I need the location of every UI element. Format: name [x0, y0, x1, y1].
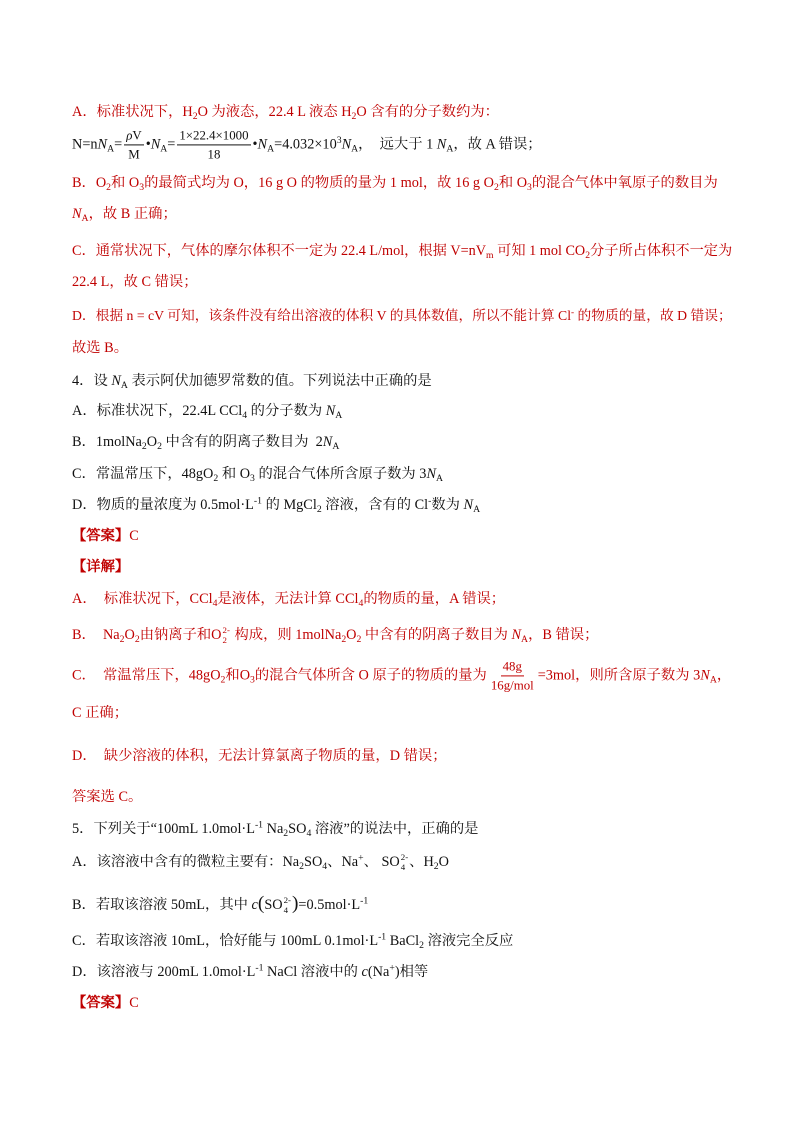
italic-symbol: N	[700, 667, 710, 684]
text-run: 的 MgCl	[262, 497, 317, 513]
italic-symbol: N	[341, 136, 352, 153]
subscript: 2	[316, 504, 322, 516]
text-run: =4.032×10	[274, 136, 337, 153]
superscript: -	[428, 495, 432, 507]
text-run: )相等	[394, 964, 429, 980]
subscript: 4	[242, 410, 248, 422]
text-run: •	[145, 136, 151, 153]
q4-option-b	[72, 432, 339, 452]
text-run: 可知 1 mol CO	[493, 243, 586, 259]
fraction	[177, 127, 250, 162]
fraction-denominator	[206, 146, 223, 163]
fraction-numerator	[124, 127, 143, 145]
text-run: O	[346, 626, 357, 643]
italic-symbol: N	[436, 136, 447, 153]
q4-detail-label	[72, 557, 129, 577]
q4-detail-c-cont	[72, 703, 128, 723]
text-run: 48g	[502, 659, 522, 674]
subscript: 2	[220, 674, 226, 686]
q4-detail-b	[72, 625, 598, 645]
subscript: A	[267, 143, 275, 155]
text-run: 答案选 C。	[72, 789, 143, 805]
text-run: 、H	[409, 853, 434, 870]
superscript: -1	[378, 931, 387, 943]
text-run: 和 O	[218, 466, 251, 482]
text-run: 的分子数为	[247, 403, 326, 419]
text-run: B．1molNa	[72, 434, 142, 450]
subscript: A	[332, 441, 340, 453]
q4-detail-a	[72, 589, 505, 609]
text-run: 、 SO	[363, 853, 400, 870]
text-run: A．标准状况下，22.4L CCl	[72, 403, 243, 419]
subscript: 2	[341, 634, 347, 646]
text-run: ， 远大于 1	[358, 136, 437, 153]
text-run: 溶液，含有的 Cl	[321, 497, 429, 513]
text-run: D．根据 n = cV 可知，该条件没有给出溶液的体积 V 的具体数值，所以不能计算 Cl	[72, 308, 572, 323]
text-run: 和 O	[111, 175, 140, 191]
subscript: 2	[351, 111, 357, 123]
subscript: 3	[139, 182, 145, 194]
subscript: A	[446, 143, 454, 155]
italic-symbol: c	[251, 896, 258, 913]
superscript: 3	[336, 134, 342, 146]
text-run: C 正确；	[72, 705, 129, 721]
italic-symbol: c	[361, 964, 368, 980]
q5-option-a	[72, 852, 449, 872]
large-parenthesis: (	[257, 892, 265, 914]
text-run: ，故 A 错误；	[453, 136, 542, 153]
subscript: 3	[527, 182, 532, 194]
superscript: +	[389, 962, 395, 974]
q4-option-d	[72, 495, 480, 515]
subscript: A	[335, 410, 343, 422]
q4-option-c	[72, 464, 443, 484]
italic-symbol: N	[257, 136, 268, 153]
q4-option-a	[72, 401, 342, 421]
bold-label: 【答案】	[72, 995, 130, 1011]
q5-stem	[72, 819, 478, 839]
subscript: 2	[192, 111, 198, 123]
text-run: SO	[264, 896, 283, 913]
text-run: C	[129, 995, 139, 1011]
charge-stack	[401, 853, 408, 872]
text-run: D． 缺少溶液的体积，无法计算氯离子物质的量，D 错误；	[72, 748, 447, 764]
bold-label: 【答案】	[72, 528, 130, 544]
q5-answer	[72, 993, 139, 1013]
text-run: =3mol，则所含原子数为 3	[537, 667, 701, 684]
text-run: C． 常温常压下，48gO	[72, 667, 221, 684]
subscript: A	[120, 380, 128, 392]
text-run: 溶液”的说法中，正确的是	[311, 821, 479, 837]
subscript: A	[709, 674, 717, 686]
text-run: 中含有的阴离子数目为	[361, 626, 512, 643]
italic-symbol: N	[511, 626, 522, 643]
q4-detail-d	[72, 746, 447, 766]
superscript: -1	[255, 962, 264, 974]
subscript: 2	[119, 634, 125, 646]
text-run: 18	[207, 147, 221, 162]
text-run: 是液体，无法计算 CCl	[217, 591, 359, 607]
fraction-numerator	[177, 127, 250, 145]
q3-conclusion	[72, 338, 128, 358]
charge-superscript: 2-	[400, 852, 409, 863]
text-run: O 为液态，22.4 L 液态 H	[197, 104, 352, 120]
q4-detail-conclusion	[72, 787, 142, 807]
subscript: 2	[213, 473, 219, 485]
italic-symbol: N	[97, 136, 108, 153]
text-run: BaCl	[386, 933, 420, 949]
text-run: 中含有的阴离子数目为 2	[161, 434, 323, 450]
charge-superscript: 2-	[222, 625, 230, 636]
q4-detail-c	[72, 658, 731, 693]
q3-explanation-d	[72, 306, 732, 326]
subscript: 4	[322, 861, 328, 873]
text-run: C	[129, 528, 139, 544]
q4-stem	[72, 371, 432, 391]
text-run: 和 O	[498, 175, 528, 191]
text-run: 的混合气体所含原子数为 3	[254, 466, 427, 482]
fraction-denominator	[126, 146, 141, 163]
subscript: 2	[134, 634, 140, 646]
text-run: =	[114, 136, 123, 153]
text-run: =	[167, 136, 176, 153]
subscript: 2	[433, 861, 439, 873]
count-subscript: 2	[222, 634, 227, 645]
text-run: SO	[288, 821, 307, 837]
subscript: 2	[299, 861, 305, 873]
text-run: O	[438, 853, 449, 870]
text-run: 的物质的量，故 D 错误；	[574, 308, 732, 323]
q5-option-c	[72, 931, 513, 951]
q3-explanation-b	[72, 173, 718, 193]
text-run: A． 标准状况下，CCl	[72, 591, 213, 607]
subscript: A	[521, 634, 529, 646]
count-subscript: 4	[283, 904, 289, 915]
q3-explanation-a-formula	[72, 127, 542, 162]
superscript: -1	[253, 495, 262, 507]
text-run: D．物质的量浓度为 0.5mol·L	[72, 497, 254, 513]
count-subscript: 4	[400, 861, 406, 872]
text-run: •	[252, 136, 258, 153]
text-run: V	[132, 128, 142, 143]
italic-symbol: ρ	[126, 128, 133, 143]
italic-symbol: N	[150, 136, 161, 153]
charge-stack	[284, 896, 291, 915]
subscript: 2	[493, 182, 499, 194]
superscript: +	[358, 852, 364, 864]
text-run: M	[128, 147, 140, 162]
text-run: 溶液完全反应	[424, 933, 514, 949]
text-run: B．若取该溶液 50mL，其中	[72, 896, 252, 913]
italic-symbol: N	[322, 434, 333, 450]
bold-label: 【详解】	[72, 559, 130, 575]
text-run: 表示阿伏加德罗常数的值。下列说法中正确的是	[127, 373, 432, 389]
text-run: 的物质的量，A 错误；	[363, 591, 506, 607]
fraction	[124, 127, 143, 162]
subscript: 2	[141, 441, 147, 453]
q3-explanation-b-cont	[72, 204, 177, 224]
subscript: 3	[250, 473, 255, 485]
text-run: C．通常状况下，气体的摩尔体积不一定为 22.4 L/mol，根据 V=nV	[72, 243, 487, 259]
fraction-numerator	[501, 658, 524, 676]
italic-symbol: N	[111, 373, 121, 389]
charge-superscript: 2-	[283, 895, 291, 906]
q3-explanation-c	[72, 241, 732, 261]
fraction	[489, 658, 536, 693]
text-run: SO	[304, 853, 323, 870]
italic-symbol: N	[325, 403, 336, 419]
text-run: Na	[263, 821, 284, 837]
text-run: O	[146, 434, 158, 450]
charge-stack	[223, 626, 230, 645]
q5-option-d	[72, 962, 428, 982]
subscript: 4	[212, 598, 218, 610]
subscript: 4	[306, 828, 312, 840]
text-run: 的最简式均为 O，16 g O 的物质的量为 1 mol，故 16 g O	[144, 175, 494, 191]
text-run: 和O	[225, 667, 251, 684]
subscript: 4	[358, 598, 364, 610]
subscript: 2	[283, 828, 289, 840]
q4-answer	[72, 526, 139, 546]
superscript: -1	[360, 895, 369, 907]
text-run: ，B 错误；	[528, 626, 599, 643]
text-run: 16g/mol	[490, 678, 534, 693]
subscript: m	[486, 250, 494, 262]
text-run: 的混合气体中氧原子的数目为	[531, 175, 718, 191]
subscript: 2	[419, 940, 424, 952]
subscript: A	[160, 143, 168, 155]
text-run: D．该溶液与 200mL 1.0mol·L	[72, 964, 256, 980]
text-run: 数为	[431, 497, 464, 513]
italic-symbol: N	[72, 206, 82, 222]
italic-symbol: N	[426, 466, 436, 482]
superscript: -1	[254, 819, 264, 831]
text-run: NaCl 溶液中的	[263, 964, 362, 980]
text-run: ，	[716, 667, 732, 684]
superscript: -	[571, 307, 575, 318]
text-run: O	[124, 626, 135, 643]
text-run: 22.4 L，故 C 错误；	[72, 274, 198, 290]
subscript: 2	[356, 634, 362, 646]
text-run: 的混合气体所含 O 原子的物质的量为	[254, 667, 487, 684]
italic-symbol: N	[463, 497, 474, 513]
subscript: A	[351, 143, 359, 155]
text-run: C．若取该溶液 10mL，恰好能与 100mL 0.1mol·L	[72, 933, 379, 949]
text-run: (Na	[367, 964, 390, 980]
subscript: 2	[157, 441, 162, 453]
subscript: A	[436, 473, 444, 485]
fraction-denominator	[489, 677, 536, 694]
text-run: 、Na	[327, 853, 359, 870]
subscript: A	[473, 504, 481, 516]
text-run: 4．设	[72, 373, 112, 389]
text-run: O 含有的分子数约为：	[356, 104, 499, 120]
text-run: 5．下列关于“100mL 1.0mol·L	[72, 821, 255, 837]
text-run: B． Na	[72, 626, 120, 643]
subscript: 2	[585, 250, 591, 262]
text-run: 构成，则 1molNa	[230, 626, 342, 643]
text-run: A．标准状况下，H	[72, 104, 193, 120]
text-run: 故选 B。	[72, 340, 129, 356]
q5-option-b	[72, 892, 369, 915]
subscript: A	[81, 213, 89, 225]
text-run: =0.5mol·L	[298, 896, 361, 913]
subscript: 3	[250, 674, 255, 686]
text-run: C．常温常压下，48gO	[72, 466, 214, 482]
text-run: N=n	[72, 136, 98, 153]
subscript: A	[107, 143, 115, 155]
subscript: 2	[106, 182, 112, 194]
q3-explanation-c-cont	[72, 272, 198, 292]
text-run: ，故 B 正确；	[88, 206, 177, 222]
text-run: 1×22.4×1000	[179, 128, 249, 143]
text-run: 由钠离子和O	[139, 626, 222, 643]
large-parenthesis: )	[291, 892, 299, 914]
q3-explanation-a	[72, 102, 499, 122]
text-run: A．该溶液中含有的微粒主要有：Na	[72, 853, 300, 870]
text-run: B．O	[72, 175, 107, 191]
text-run: 分子所占体积不一定为	[590, 243, 733, 259]
